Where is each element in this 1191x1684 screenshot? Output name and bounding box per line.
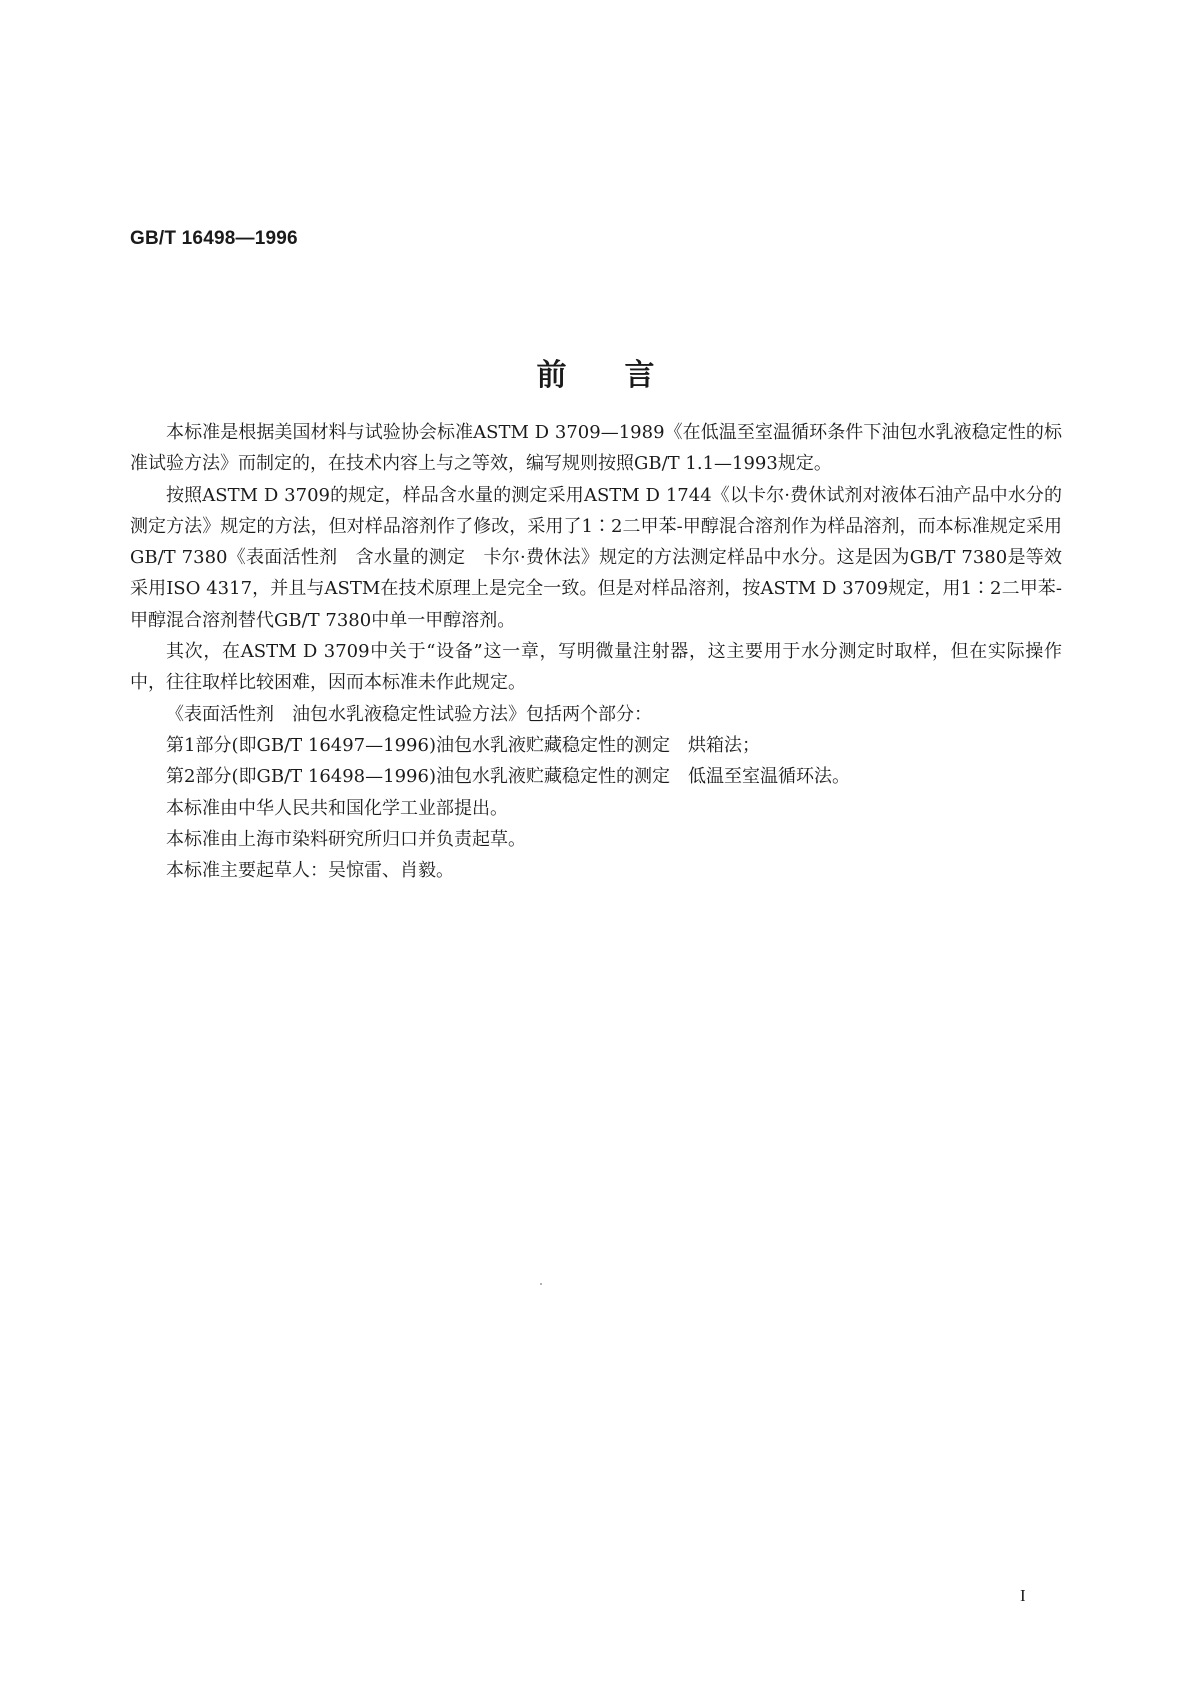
scan-speck xyxy=(540,1283,542,1285)
paragraph-equipment: 其次，在ASTM D 3709中关于“设备”这一章，写明微量注射器，这主要用于水分测定时取样，但在实际操作中，往往取样比较困难，因而本标准未作此规定。 xyxy=(130,641,1062,694)
paragraph-series-title: 《表面活性剂 油包水乳液稳定性试验方法》包括两个部分： xyxy=(166,703,652,725)
paragraph-proposed-by: 本标准由中华人民共和国化学工业部提出。 xyxy=(166,797,508,819)
paragraph-part-1: 第1部分(即GB/T 16497—1996)油包水乳液贮藏稳定性的测定 烘箱法； xyxy=(166,734,760,756)
page-number: I xyxy=(1020,1586,1026,1605)
paragraph-drafters: 本标准主要起草人：吴惊雷、肖毅。 xyxy=(166,860,454,882)
page-title: 前言 xyxy=(536,358,713,393)
standard-code: GB/T 16498—1996 xyxy=(130,228,298,249)
paragraph-basis: 本标准是根据美国材料与试验协会标准ASTM D 3709—1989《在低温至室温循环条件下油包水乳液稳定性的标准试验方法》而制定的，在技术内容上与之等效，编写规则按照GB/T 1.1—1993规定。 xyxy=(130,422,1062,475)
paragraph-part-2: 第2部分(即GB/T 16498—1996)油包水乳液贮藏稳定性的测定 低温至室温循环法。 xyxy=(166,766,850,788)
foreword-body xyxy=(130,417,1062,886)
paragraph-water-determination: 按照ASTM D 3709的规定，样品含水量的测定采用ASTM D 1744《以卡尔·费休试剂对液体石油产品中水分的测定方法》规定的方法，但对样品溶剂作了修改，采用了1∶2二甲苯-甲醇混合溶剂作为样品溶剂，而本标准规定采用GB/T 7380《表面活性剂 含水量的测定 卡尔·费休法》规定的方法测定样品中水分。这是因为GB/T 7380是等效采用ISO 4317，并且与ASTM在技术原理上是完全一致。但是对样品溶剂，按ASTM D 3709规定，用1∶2二甲苯-甲醇混合溶剂替代GB/T 7380中单一甲醇溶剂。 xyxy=(130,484,1062,631)
paragraph-drafted-by: 本标准由上海市染料研究所归口并负责起草。 xyxy=(166,828,526,850)
